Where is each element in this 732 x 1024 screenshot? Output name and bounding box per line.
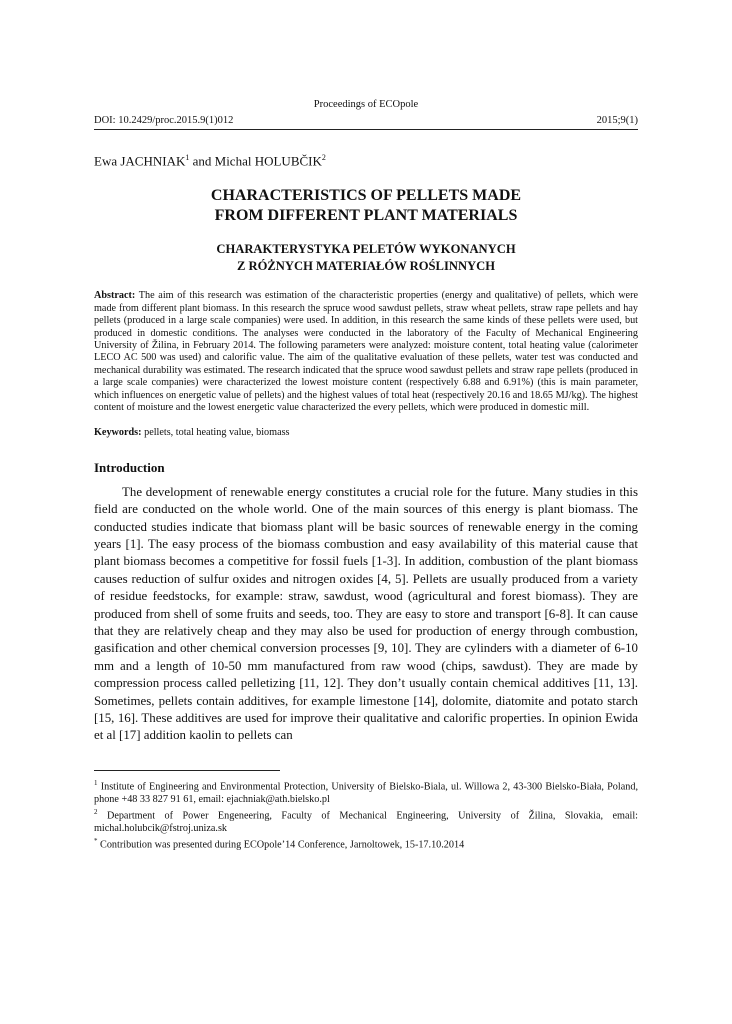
footnote-1-mark: 1 <box>94 778 98 787</box>
abstract-text: The aim of this research was estimation of the characteristic properties (energy and qualitative) of pellets, which were made from different plant biomass. In this research the spruce wood sawdust pellets, straw wheat pellets, straw rape pellets and hay pellets (produced in a large scale companies) were used. In addition, in this research the same kinds of these pellets were used, but produced in domestic conditions. The analyses were conducted in the laboratory of the Faculty of Mechanical Engineering University of Žilina, in February 2014. The following parameters were analyzed: moisture content, total heating value (calorimeter LECO AC 500 was used) and calorific value. The aim of the qualitative evaluation of these pellets, water test was conducted and mechanical durability was estimated. The research indicated that the spruce wood sawdust pellets and straw rape pellets (produced in a large scale companies) were characterized the lowest moisture content (respectively 6.88 and 6.91%) (this is main parameter, which influences on energetic value of pellets) and the highest values of total heat (respectively 20.16 and 18.65 MJ/kg). The highest content of moisture and the lowest energetic value characterized the every pellets, which were produced in domestic mill. <box>94 290 638 413</box>
paper-page <box>94 98 638 852</box>
author-2: Michal HOLUBČIK <box>214 153 322 169</box>
header-meta <box>94 114 638 130</box>
footnote-1 <box>94 777 638 806</box>
footnote-2-text: Department of Power Engeneering, Faculty of Mechanical Engineering, University of Žilina, Slovakia, email: michal.holubcik@fstroj.uniza.sk <box>94 810 638 834</box>
title-polish-line-1: CHARAKTERYSTYKA PELETÓW WYKONANYCH <box>216 242 516 257</box>
keywords-label: Keywords: <box>94 427 142 439</box>
footnote-3-mark: * <box>94 837 98 846</box>
abstract-label: Abstract: <box>94 290 136 302</box>
issue: 2015;9(1) <box>596 115 638 126</box>
title-english <box>94 186 638 226</box>
title-polish <box>94 241 638 275</box>
keywords-text: pellets, total heating value, biomass <box>141 427 290 439</box>
title-english-line-2: FROM DIFFERENT PLANT MATERIALS <box>214 207 518 225</box>
title-english-line-1: CHARACTERISTICS OF PELLETS MADE <box>210 187 522 205</box>
keywords <box>94 427 638 439</box>
authors <box>94 150 638 169</box>
footnote-3-text: Contribution was presented during ECOpole’14 Conference, Jarnoltowek, 15-17.10.2014 <box>97 839 465 851</box>
doi: DOI: 10.2429/proc.2015.9(1)012 <box>94 115 234 126</box>
footnote-divider <box>94 770 280 771</box>
introduction-paragraph: The development of renewable energy constitutes a crucial role for the future. Many studies in this field are conducted on the whole world. One of the main sources of this energy is plant biomass. The conducted studies indicate that biomass plant will be basic sources of renewable energy in the coming years [1]. The easy process of the biomass combustion and easy availability of this material cause that plant biomass becomes a competitive for fossil fuels [1-3]. In addition, combustion of the plant biomass causes reduction of sulfur oxides and nitrogen oxides [4, 5]. Pellets are usually produced from a variety of residue feedstocks, for example: straw, sawdust, wood (agricultural and forest biomass). They are produced from shell of some fruits and seeds, too. They are easy to store and transport [6-8]. It can cause that they are relatively cheap and they may also be used for production of energy through combustion, gasification and other chemical conversion processes [9, 10]. They are cylinders with a diameter of 6-10 mm and a length of 10-50 mm manufactured from raw wood (chips, sawdust). They are made by compression process called pelletizing [11, 12]. They don’t usually contain chemical additives [11, 13]. Sometimes, pellets contain additives, for example limestone [14], dolomite, diatomite and potato starch [15, 16]. These additives are used for improve their qualitative and calorific properties. In opinion Ewida et al [17] addition kaolin to pellets can <box>94 484 638 743</box>
author-1: Ewa JACHNIAK <box>94 153 186 169</box>
author-connector: and <box>189 153 215 169</box>
footnote-1-text: Institute of Engineering and Environmental Protection, University of Bielsko-Biala, ul. Willowa 2, 43-300 Bielsko-Biała, Poland, phone +48 33 827 91 61, email: ejachniak@ath.bielsko.pl <box>94 781 638 805</box>
abstract <box>94 290 638 414</box>
author-2-affiliation-mark: 2 <box>321 153 326 162</box>
author-1-affiliation-mark: 1 <box>185 153 190 162</box>
footnote-2 <box>94 806 638 835</box>
footnote-3 <box>94 835 638 852</box>
footnote-2-mark: 2 <box>94 808 98 817</box>
title-polish-line-2: Z RÓŻNYCH MATERIAŁÓW ROŚLINNYCH <box>236 259 496 274</box>
journal-name: Proceedings of ECOpole <box>313 99 419 110</box>
footnotes <box>94 777 638 852</box>
section-heading-introduction: Introduction <box>94 459 165 475</box>
